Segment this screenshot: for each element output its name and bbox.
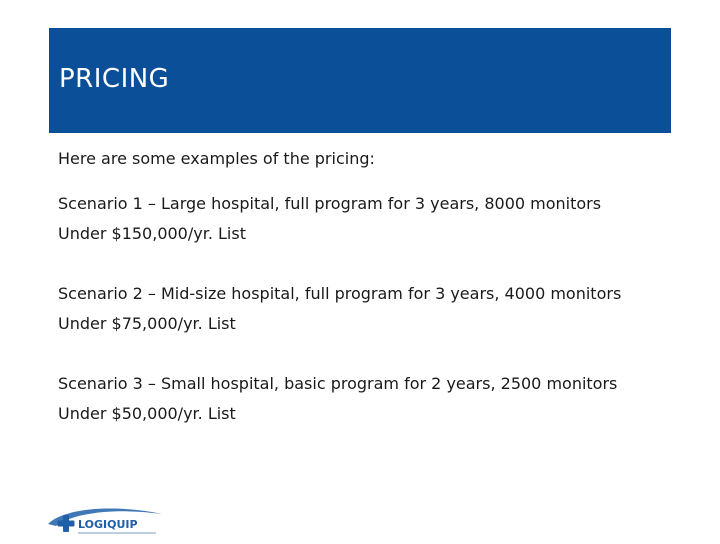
- logo-graphic: [44, 500, 169, 540]
- scenario-price: Under $150,000/yr. List: [58, 224, 246, 243]
- logo-wordmark: LOGIQUIP: [78, 518, 138, 531]
- scenario-description: Scenario 3 – Small hospital, basic program for 2 years, 2500 monitors: [58, 374, 618, 393]
- scenario-price: Under $75,000/yr. List: [58, 314, 236, 333]
- slide-title: PRICING: [59, 64, 170, 94]
- scenario-price: Under $50,000/yr. List: [58, 404, 236, 423]
- scenario-description: Scenario 1 – Large hospital, full program for 3 years, 8000 monitors: [58, 194, 602, 213]
- scenario-3: [58, 369, 708, 429]
- slide-content: [58, 144, 708, 459]
- scenario-2: [58, 279, 708, 339]
- intro-text: Here are some examples of the pricing:: [58, 149, 375, 168]
- logiquip-logo: [44, 500, 169, 540]
- title-banner: [49, 28, 671, 133]
- scenario-description: Scenario 2 – Mid-size hospital, full program for 3 years, 4000 monitors: [58, 284, 622, 303]
- scenario-1: [58, 189, 708, 249]
